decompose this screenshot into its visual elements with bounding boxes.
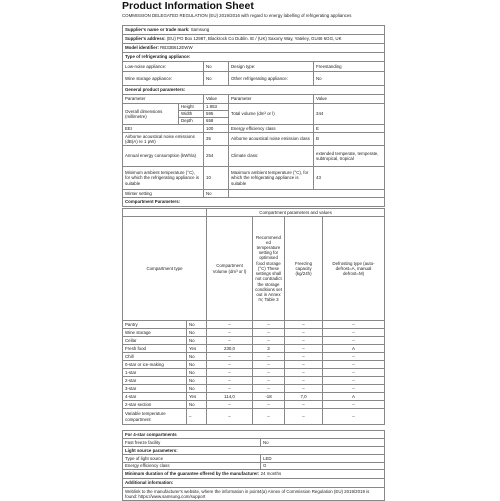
height-label: Height	[179, 104, 204, 111]
compartment-freezing: –	[285, 321, 323, 329]
compartment-name: 1-star	[123, 369, 187, 377]
compartment-defrost: A	[323, 393, 385, 401]
compartment-section-header: Compartment Parameters:	[123, 198, 385, 207]
regulation-subtitle: COMMISSION DELEGATED REGULATION (EU) 2019/2016 with regard to energy labelling of refrigerating appliances	[122, 13, 352, 18]
compartment-volume: –	[207, 377, 253, 385]
compartment-row	[123, 337, 385, 345]
supplier-address-row	[123, 35, 385, 44]
four-star-header: For 4-star compartments	[123, 431, 385, 439]
ambient-temperature-row	[123, 167, 385, 190]
compartment-column-headers	[123, 217, 385, 321]
compartment-volume: –	[207, 401, 253, 409]
additional-info-header: Additional information:	[123, 479, 385, 488]
winter-setting-label: Winter setting	[123, 190, 204, 198]
low-noise-label: Low-noise appliance:	[123, 62, 204, 72]
footer-table	[122, 430, 385, 501]
compartment-temperature: –	[253, 369, 285, 377]
col-compartment-volume: Compartment Volume (dm³ or l)	[207, 217, 253, 321]
compartment-freezing: –	[285, 401, 323, 409]
eei-row	[123, 125, 385, 133]
supplier-name-label: Supplier's name or trade mark:	[125, 27, 190, 33]
compartment-volume: –	[207, 337, 253, 345]
general-column-headers: Parameter Value Parameter Value	[123, 95, 385, 104]
compartment-defrost: –	[323, 409, 385, 425]
compartment-row	[123, 401, 385, 409]
guarantee-value: 24 months	[260, 471, 282, 477]
compartment-volume: 230,0	[207, 345, 253, 353]
compartment-defrost: A	[323, 345, 385, 353]
compartment-temperature: –	[253, 353, 285, 361]
compartment-present: No	[187, 329, 207, 337]
compartment-present: No	[187, 321, 207, 329]
compartment-freezing: –	[285, 361, 323, 369]
compartment-temperature: –	[253, 321, 285, 329]
winter-setting-row	[123, 190, 385, 198]
width-value: 595	[204, 111, 229, 118]
compartment-volume: –	[207, 353, 253, 361]
model-identifier-value: RB33B612EWW	[160, 45, 193, 51]
compartment-freezing: 7,0	[285, 393, 323, 401]
model-identifier-label: Model identifier:	[125, 45, 159, 51]
light-class-row	[123, 463, 385, 470]
noise-label: Airborne acoustical noise emissions (dB(A) re 1 pW)	[123, 133, 204, 146]
model-identifier-row	[123, 44, 385, 53]
compartment-present: –	[187, 409, 207, 425]
light-type-row	[123, 455, 385, 463]
fast-freeze-row	[123, 439, 385, 447]
total-volume-value: 344	[314, 104, 385, 125]
min-temp-label: Minimum ambient temperature (°C), for which the refrigerating appliance is suitable	[123, 167, 204, 190]
col-compartment-type: Compartment type	[123, 217, 207, 321]
depth-label: Depth	[179, 118, 204, 125]
height-value: 1 853	[204, 104, 229, 111]
compartment-defrost: –	[323, 337, 385, 345]
compartment-row	[123, 353, 385, 361]
low-noise-value: No	[204, 62, 229, 72]
compartment-volume: –	[207, 369, 253, 377]
compartment-name: 2-star section	[123, 401, 187, 409]
height-row	[123, 104, 385, 111]
compartment-table	[122, 208, 385, 425]
compartment-defrost: –	[323, 401, 385, 409]
supplier-address-value: (EU) PO Box 12987, Blackrock Co Dublin. IE / (UK) Saxony Way, Yateley, GU46 6GG, UK	[166, 36, 342, 42]
compartment-defrost: –	[323, 353, 385, 361]
wine-storage-value: No	[204, 72, 229, 86]
compartment-temperature: –	[253, 377, 285, 385]
supplier-name-value: Samsung	[190, 27, 210, 33]
compartment-freezing: –	[285, 377, 323, 385]
compartment-row	[123, 369, 385, 377]
col-recommended-temperature: Recommended temperature setting for optimised food storage (°C) These settings shall not contradict the storage conditions set out in Annex IV, Table 3	[253, 217, 285, 321]
compartment-defrost: –	[323, 369, 385, 377]
winter-setting-value: No	[204, 190, 229, 198]
compartment-params-header-row	[123, 209, 385, 217]
compartment-volume: –	[207, 329, 253, 337]
compartment-defrost: –	[323, 385, 385, 393]
light-source-header: Light source parameters:	[123, 447, 385, 455]
eei-value: 100	[204, 125, 229, 133]
supplier-name-row	[123, 26, 385, 35]
compartment-row	[123, 345, 385, 353]
design-type-label: Design type:	[229, 62, 314, 72]
compartment-freezing: –	[285, 369, 323, 377]
total-volume-label: Total volume (dm³ or l)	[229, 104, 314, 125]
compartment-name: Cellar	[123, 337, 187, 345]
compartment-volume: –	[207, 321, 253, 329]
compartment-name: Chill	[123, 353, 187, 361]
light-class-label: Energy efficiency class	[123, 463, 261, 470]
compartment-params-header: Compartment parameters and values	[207, 209, 385, 217]
type-section-header: Type of refrigerating appliance:	[123, 53, 385, 62]
compartment-defrost: –	[323, 361, 385, 369]
annual-energy-value: 254	[204, 146, 229, 167]
guarantee-label: Minimum duration of the guarantee offered by the manufacturer:	[125, 471, 260, 477]
compartment-volume: –	[207, 361, 253, 369]
noise-class-value: B	[314, 133, 385, 146]
compartment-temperature: –	[253, 337, 285, 345]
wine-storage-row	[123, 72, 385, 86]
compartment-name: 0-star or ice-making	[123, 361, 187, 369]
compartment-present: No	[187, 337, 207, 345]
compartment-name: Wine storage	[123, 329, 187, 337]
compartment-row	[123, 361, 385, 369]
compartment-row	[123, 393, 385, 401]
annual-energy-row	[123, 146, 385, 167]
noise-value: 35	[204, 133, 229, 146]
fast-freeze-label: Fast freeze facility	[123, 439, 261, 447]
compartment-name: Variable temperature compartment	[123, 409, 187, 425]
energy-class-label: Energy efficiency class	[229, 125, 314, 133]
max-temp-value: 43	[314, 167, 385, 190]
compartment-freezing: –	[285, 345, 323, 353]
compartment-temperature: –	[253, 329, 285, 337]
compartment-name: Pantry	[123, 321, 187, 329]
climate-class-label: Climate class:	[229, 146, 314, 167]
compartment-volume: –	[207, 385, 253, 393]
energy-class-value: E	[314, 125, 385, 133]
compartment-temperature: –	[253, 409, 285, 425]
compartment-row	[123, 329, 385, 337]
compartment-name: Fresh food	[123, 345, 187, 353]
other-appliance-label: Other refrigerating appliance:	[229, 72, 314, 86]
eei-label: EEI	[123, 125, 204, 133]
compartment-present: Yes	[187, 345, 207, 353]
general-section-header: General product parameters:	[123, 86, 385, 95]
compartment-volume: –	[207, 409, 253, 425]
noise-row	[123, 133, 385, 146]
wine-storage-label: Wine storage appliance:	[123, 72, 204, 86]
light-type-value: LED	[261, 455, 385, 463]
guarantee-row	[123, 470, 385, 479]
compartment-temperature: –	[253, 385, 285, 393]
compartment-row	[123, 377, 385, 385]
annual-energy-label: Annual energy consumption (kWh/a)	[123, 146, 204, 167]
weblink-row	[123, 488, 385, 501]
compartment-row	[123, 385, 385, 393]
compartment-present: No	[187, 385, 207, 393]
compartment-temperature: –	[253, 401, 285, 409]
overall-dimensions-label: Overall dimensions (millimetre)	[123, 104, 179, 125]
depth-value: 658	[204, 118, 229, 125]
design-type-value: Freestanding	[314, 62, 385, 72]
compartment-name: 3-star	[123, 385, 187, 393]
compartment-freezing: –	[285, 409, 323, 425]
light-class-value: G	[261, 463, 385, 470]
compartment-name: 2-star	[123, 377, 187, 385]
compartment-temperature: -18	[253, 393, 285, 401]
compartment-freezing: –	[285, 337, 323, 345]
noise-class-label: Airborne acoustical noise emission class	[229, 133, 314, 146]
fast-freeze-value: No	[261, 439, 385, 447]
compartment-present: No	[187, 361, 207, 369]
compartment-defrost: –	[323, 321, 385, 329]
compartment-present: No	[187, 377, 207, 385]
supplier-general-table	[122, 25, 385, 207]
compartment-temperature: –	[253, 361, 285, 369]
light-type-label: Type of light source	[123, 455, 261, 463]
climate-class-value: extended temperate, temperate, subtropical, tropical	[314, 146, 385, 167]
compartment-row	[123, 409, 385, 425]
page-title: Product Information Sheet	[122, 0, 254, 12]
col-defrosting-type: Defrosting type (auto-defrost=A, manual defrost=M)	[323, 217, 385, 321]
compartment-row	[123, 321, 385, 329]
col-freezing-capacity: Freezing capacity (kg/24h)	[285, 217, 323, 321]
compartment-name: 4-star	[123, 393, 187, 401]
compartment-present: Yes	[187, 393, 207, 401]
compartment-defrost: –	[323, 377, 385, 385]
compartment-freezing: –	[285, 353, 323, 361]
compartment-present: No	[187, 369, 207, 377]
min-temp-value: 10	[204, 167, 229, 190]
low-noise-row	[123, 62, 385, 72]
compartment-defrost: –	[323, 329, 385, 337]
weblink-text: Weblink to the manufacturer's website, where the information in point4(a) Annex of Commission Regulation (EU) 2019/2019 is found: https://www.samsung.com/support	[123, 488, 385, 501]
compartment-present: No	[187, 353, 207, 361]
other-appliance-value: No	[314, 72, 385, 86]
width-label: Width	[179, 111, 204, 118]
compartment-present: No	[187, 401, 207, 409]
compartment-temperature: 3	[253, 345, 285, 353]
compartment-volume: 114,0	[207, 393, 253, 401]
max-temp-label: Maximum ambient temperature (°C), for which the refrigerating appliance is suitable	[229, 167, 314, 190]
compartment-freezing: –	[285, 329, 323, 337]
supplier-address-label: Supplier's address:	[125, 36, 166, 42]
compartment-freezing: –	[285, 385, 323, 393]
